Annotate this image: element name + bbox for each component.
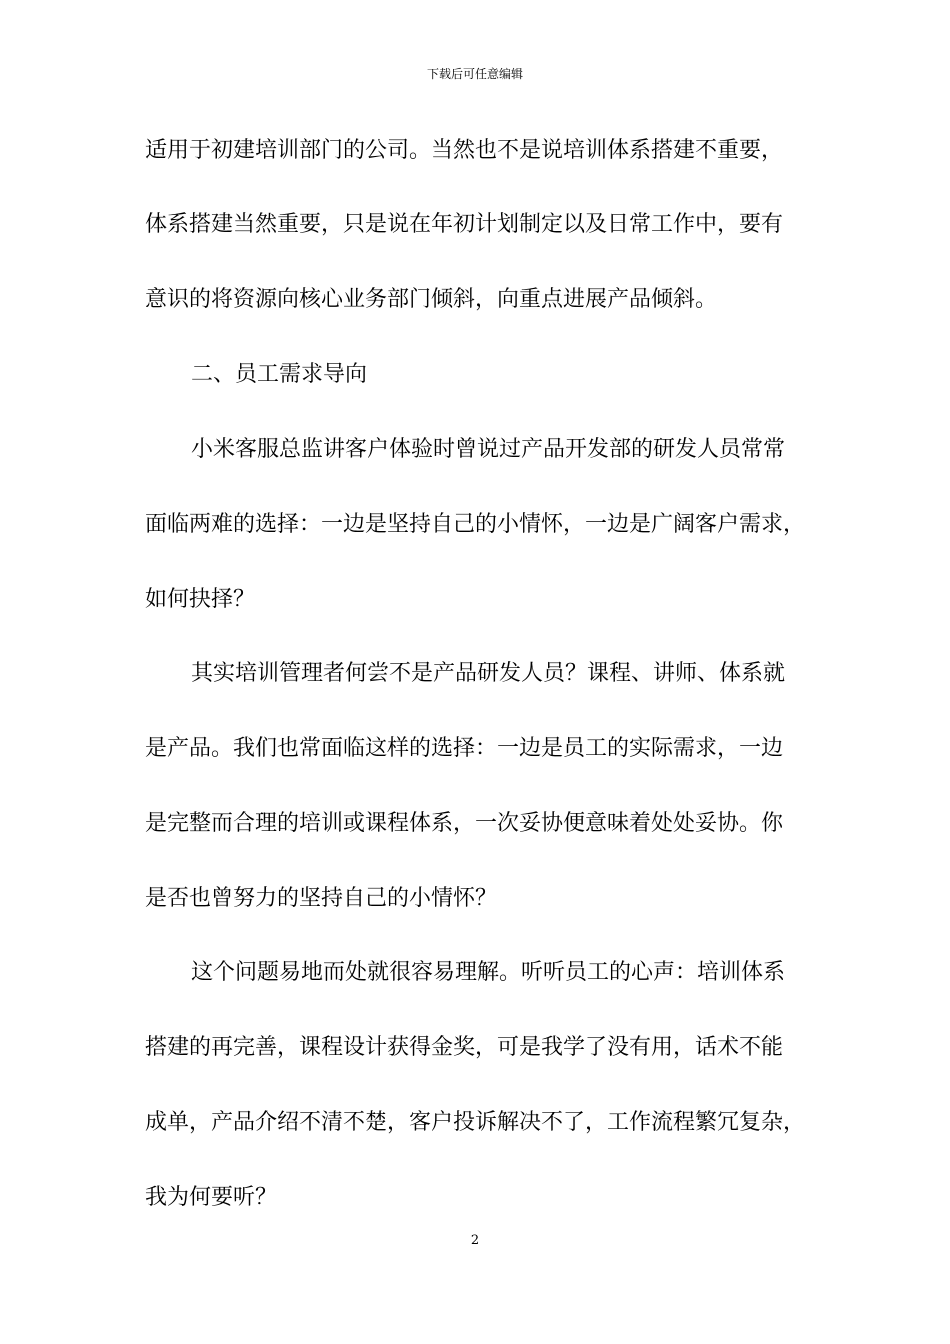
body-text-line: 适用于初建培训部门的公司。当然也不是说培训体系搭建不重要， [145, 138, 784, 163]
section-heading: 二、员工需求导向 [191, 362, 368, 387]
body-text-line: 搭建的再完善，课程设计获得金奖，可是我学了没有用，话术不能 [145, 1035, 784, 1060]
body-text-line: 体系搭建当然重要，只是说在年初计划制定以及日常工作中，要有 [145, 212, 784, 237]
body-text-line: 这个问题易地而处就很容易理解。听听员工的心声：培训体系 [191, 960, 786, 985]
body-text-line: 是否也曾努力的坚持自己的小情怀？ [145, 886, 498, 911]
body-text-line: 面临两难的选择：一边是坚持自己的小情怀，一边是广阔客户需求， [145, 512, 806, 537]
body-text-line: 是完整而合理的培训或课程体系，一次妥协便意味着处处妥协。你 [145, 811, 784, 836]
body-text-line: 成单，产品介绍不清不楚，客户投诉解决不了，工作流程繁冗复杂， [145, 1110, 806, 1135]
page-number: 2 [470, 1233, 480, 1248]
body-text-line: 我为何要听？ [145, 1185, 278, 1210]
body-text-line: 小米客服总监讲客户体验时曾说过产品开发部的研发人员常常 [191, 437, 786, 462]
body-text-line: 其实培训管理者何尝不是产品研发人员？课程、讲师、体系就 [191, 661, 786, 686]
body-text-line: 如何抉择？ [145, 587, 256, 612]
page-header: 下载后可任意编辑 [426, 67, 523, 81]
body-text-line: 意识的将资源向核心业务部门倾斜，向重点进展产品倾斜。 [145, 287, 718, 312]
body-text-line: 是产品。我们也常面临这样的选择：一边是员工的实际需求，一边 [145, 736, 784, 761]
